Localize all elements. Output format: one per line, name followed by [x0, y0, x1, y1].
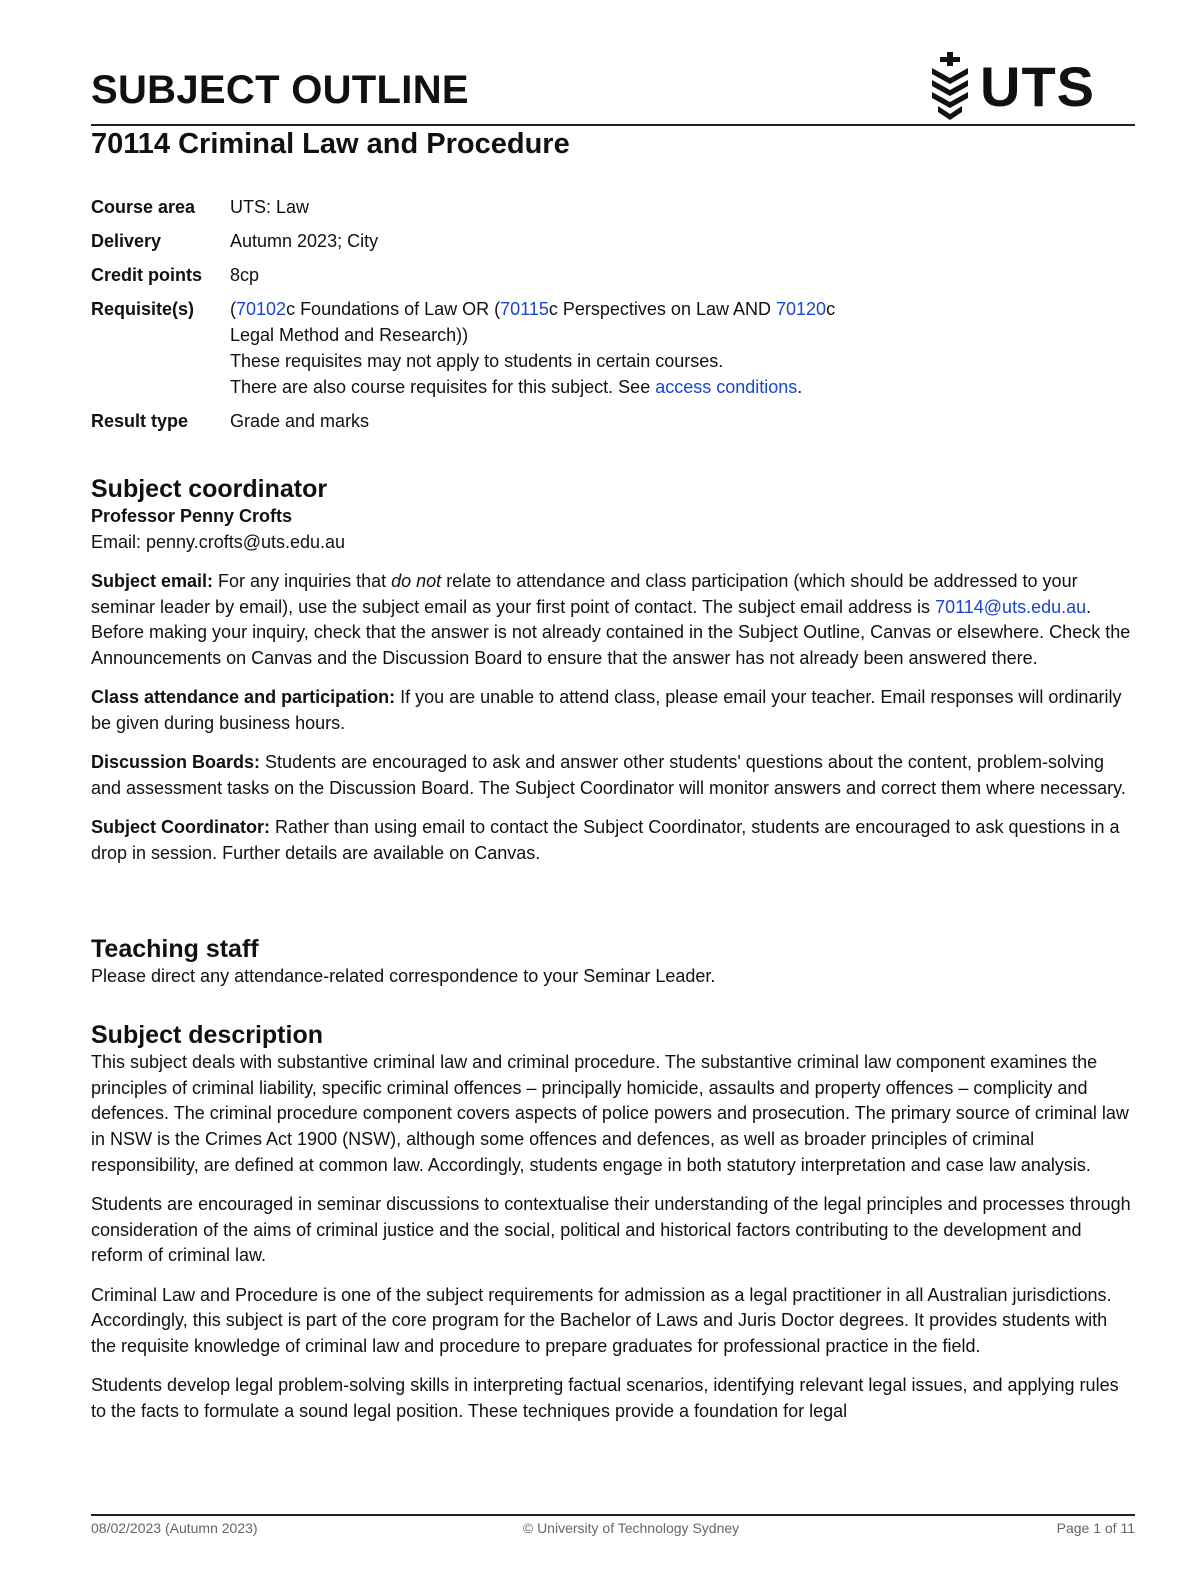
req-text: .	[797, 377, 803, 397]
meta-label: Credit points	[91, 265, 202, 285]
requisite-link-70102[interactable]: 70102	[236, 299, 287, 319]
para-text: Students are encouraged to ask and answer other students' questions about the content, problem-solving and assessment tasks on the Discussion Board. The Subject Coordinator will monitor answers and correct them where necessary.	[91, 752, 1126, 798]
section-heading-teaching: Teaching staff	[91, 935, 259, 963]
meta-row-requisites	[91, 296, 930, 400]
para-italic: do not	[391, 571, 442, 591]
req-text: c Perspectives on Law AND	[548, 299, 776, 319]
footer-rule	[91, 1514, 1135, 1516]
meta-label: Result type	[91, 411, 189, 431]
meta-label: Course area	[91, 197, 196, 217]
req-text: (	[230, 299, 236, 319]
access-conditions-link[interactable]: access conditions	[655, 377, 798, 397]
subject-title: 70114 Criminal Law and Procedure	[91, 128, 570, 160]
meta-value: 8cp	[230, 265, 260, 285]
para-label: Class attendance and participation:	[91, 687, 396, 708]
section-heading-description: Subject description	[91, 1021, 323, 1049]
requisites-line-4	[230, 374, 930, 400]
requisite-link-70120[interactable]: 70120	[776, 299, 827, 319]
para-label: Subject Coordinator:	[91, 817, 270, 838]
description-paragraph: Students are encouraged in seminar discussions to contextualise their understanding of the legal principles and processes through consideration of the aims of criminal justice and the social, political and historical factors contributing to the development and reform of criminal law.	[91, 1194, 1131, 1266]
uts-logo	[928, 50, 1095, 122]
meta-value-requisites	[230, 296, 930, 400]
teaching-text: Please direct any attendance-related correspondence to your Seminar Leader.	[91, 966, 716, 986]
meta-value: Autumn 2023; City	[230, 231, 379, 251]
description-paragraph: This subject deals with substantive criminal law and criminal procedure. The substantive criminal law component examines the principles of criminal liability, specific criminal offences – principally homicide, assaults and property offences – complicity and defences. The criminal procedure component covers aspects of police powers and prosecution. The primary source of criminal law in NSW is the Crimes Act 1900 (NSW), although some offences and defences, as well as broader principles of criminal responsibility, are defined at common law. Accordingly, students engage in both statutory interpretation and case law analysis.	[91, 1052, 1129, 1175]
meta-row-credit-points	[91, 262, 930, 288]
uts-logo-text: UTS	[980, 54, 1095, 118]
meta-label: Delivery	[91, 231, 162, 251]
discussion-boards-paragraph	[91, 750, 1131, 801]
meta-value: UTS: Law	[230, 197, 310, 217]
para-label: Discussion Boards:	[91, 752, 261, 773]
requisites-line-3: These requisites may not apply to students in certain courses.	[230, 351, 724, 371]
para-text: If you are unable to attend class, please email your teacher. Email responses will ordinarily be given during business hours.	[91, 687, 1122, 734]
requisites-line-1	[230, 296, 930, 322]
subject-meta-table	[91, 194, 930, 442]
description-paragraph: Criminal Law and Procedure is one of the subject requirements for admission as a legal practitioner in all Australian jurisdictions. Accordingly, this subject is part of the core program for the Bachelor of Laws and Juris Doctor degrees. It provides students with the requisite knowledge of criminal law and procedure to prepare graduates for professional practice in the field.	[91, 1284, 1112, 1357]
coordinator-email: Email: penny.crofts@uts.edu.au	[91, 531, 346, 552]
para-text: . Before making your inquiry, check that the answer is not already contained in the Subject Outline, Canvas or elsewhere. Check the Announcements on Canvas and the Discussion Board to ensure that the answer has not already been answered there.	[91, 596, 1131, 669]
description-paragraph: Students develop legal problem-solving skills in interpreting factual scenarios, identifying relevant legal issues, and applying rules to the facts to formulate a sound legal position. These techniques provide a foundation for legal	[91, 1375, 1119, 1421]
para-text: For any inquiries that	[213, 571, 392, 591]
header-rule	[91, 124, 1135, 126]
meta-value: Grade and marks	[230, 411, 370, 431]
para-text: Rather than using email to contact the Subject Coordinator, students are encouraged to ask questions in a drop in session. Further details are available on Canvas.	[91, 817, 1120, 863]
footer-copyright: © University of Technology Sydney	[522, 1520, 740, 1536]
para-text: relate to attendance and class participation (which should be addressed to your seminar leader by email), use the subject email as your first point of contact. The subject email address is	[91, 571, 1078, 617]
class-attendance-paragraph	[91, 685, 1131, 736]
requisite-link-70115[interactable]: 70115	[500, 299, 549, 319]
subject-email-paragraph	[91, 569, 1131, 672]
footer-date: 08/02/2023 (Autumn 2023)	[91, 1520, 258, 1536]
para-label: Subject email:	[91, 571, 214, 591]
coordinator-section	[91, 474, 1131, 555]
description-section	[91, 1020, 1131, 1438]
document-title: SUBJECT OUTLINE	[91, 68, 469, 112]
req-text: There are also course requisites for this subject. See	[230, 377, 656, 397]
teaching-section	[91, 934, 1131, 990]
section-heading-coordinator: Subject coordinator	[91, 475, 328, 503]
meta-row-course-area	[91, 194, 930, 220]
subject-coordinator-paragraph	[91, 815, 1131, 866]
meta-label: Requisite(s)	[91, 299, 195, 319]
req-text: c	[826, 299, 836, 319]
coordinator-name: Professor Penny Crofts	[91, 506, 293, 526]
uts-emblem-icon	[928, 50, 972, 122]
footer-page-number: Page 1 of 11	[1056, 1520, 1135, 1536]
meta-row-delivery	[91, 228, 930, 254]
subject-email-link[interactable]: 70114@uts.edu.au	[935, 596, 1087, 617]
req-text: c Foundations of Law OR (	[286, 299, 501, 319]
contact-section	[91, 569, 1131, 880]
requisites-line-2: Legal Method and Research))	[230, 325, 469, 345]
meta-row-result-type	[91, 408, 930, 434]
